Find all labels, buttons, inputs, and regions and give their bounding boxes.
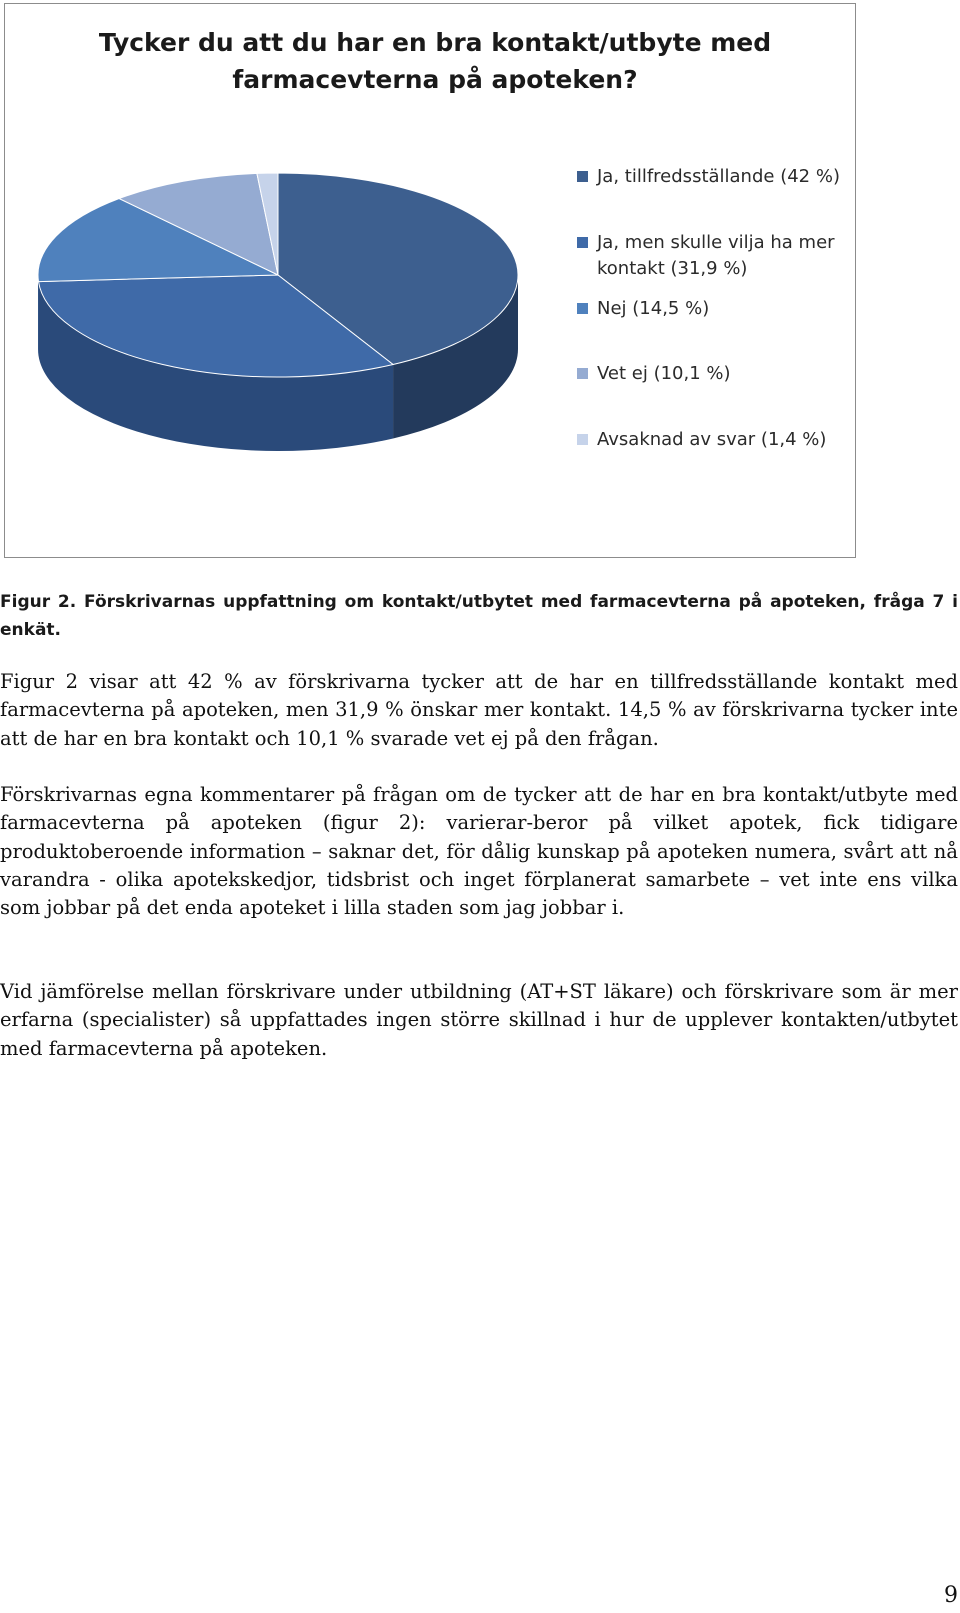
legend-item-4 bbox=[577, 427, 847, 453]
legend-swatch-1 bbox=[577, 237, 588, 248]
paragraph-3: Vid jämförelse mellan förskrivare under utbildning (AT+ST läkare) och förskrivare som är mer erfarna (specialister) så uppfattades ingen större skillnad i hur de upplever kontakten/utbytet med farmacevterna på apoteken. bbox=[0, 980, 958, 1060]
pie-chart-figure bbox=[4, 3, 856, 558]
legend-swatch-0 bbox=[577, 171, 588, 182]
legend-item-1 bbox=[577, 230, 847, 282]
legend-label-0-0: Ja, tillfredsställande (42 %) bbox=[597, 166, 840, 187]
legend-item-3 bbox=[577, 361, 847, 387]
legend-label-3-0: Vet ej (10,1 %) bbox=[597, 363, 731, 384]
legend-swatch-2 bbox=[577, 303, 588, 314]
chart-title-line-1: Tycker du att du har en bra kontakt/utbyte med bbox=[98, 28, 772, 57]
legend-swatch-4 bbox=[577, 434, 588, 445]
pie-slices bbox=[38, 173, 518, 377]
legend-label-4-0: Avsaknad av svar (1,4 %) bbox=[597, 429, 827, 450]
legend-item-2 bbox=[577, 296, 847, 322]
legend-label-2-0: Nej (14,5 %) bbox=[597, 298, 710, 319]
legend-label-1-1: kontakt (31,9 %) bbox=[597, 258, 748, 279]
legend-item-0 bbox=[577, 164, 847, 190]
legend-label-1-0: Ja, men skulle vilja ha mer bbox=[597, 232, 835, 253]
chart-title-line-2: farmacevterna på apoteken? bbox=[232, 65, 638, 94]
legend-swatch-3 bbox=[577, 368, 588, 379]
paragraph-2: Förskrivarnas egna kommentarer på frågan om de tycker att de har en bra kontakt/utbyte med farmacevterna på apoteken (figur 2): varierar-beror på vilket apotek, fick tidigare produktoberoende information – saknar det, för dålig kunskap på apoteken numera, svårt att nå varandra - olika apotekskedjor, tidsbrist och inget förplanerat samarbete – vet inte ens vilka som jobbar på det enda apoteket i lilla staden som jag jobbar i. bbox=[0, 783, 958, 920]
page-number: 9 bbox=[944, 1583, 958, 1608]
paragraph-1: Figur 2 visar att 42 % av förskrivarna tycker att de har en tillfredsställande kontakt med farmacevterna på apoteken, men 31,9 % önskar mer kontakt. 14,5 % av förskrivarna tycker inte att de har en bra kontakt och 10,1 % svarade vet ej på den frågan. bbox=[0, 670, 958, 750]
figure-caption: Figur 2. Förskrivarnas uppfattning om kontakt/utbytet med farmacevterna på apoteken, fråga 7 i enkät. bbox=[0, 592, 958, 640]
